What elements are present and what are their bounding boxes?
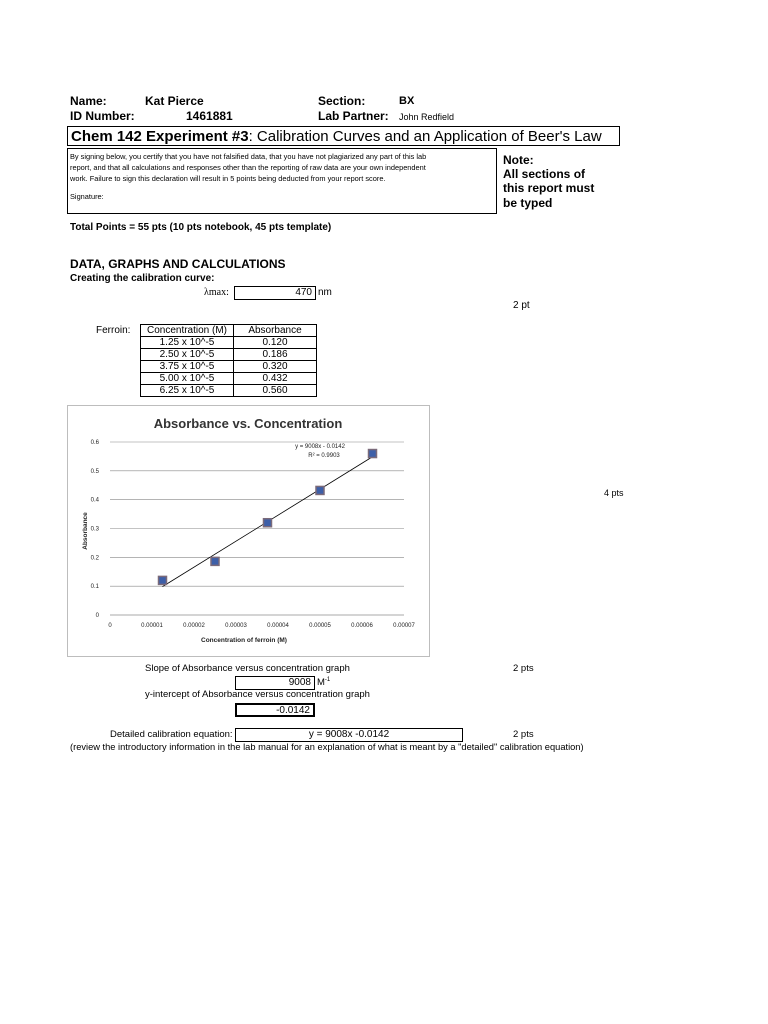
x-tick-label: 0.00001 [141, 623, 163, 629]
title-box [67, 126, 620, 146]
id-label: ID Number: [70, 109, 135, 123]
declaration-line-1: By signing below, you certify that you have not falsified data, that you have not plagiarized any part of this lab [70, 152, 427, 161]
x-tick-label: 0.00005 [309, 623, 331, 629]
y-axis-label: Absorbance [82, 512, 89, 550]
concentration-cell[interactable]: 2.50 x 10^-5 [141, 349, 234, 361]
note-line-4: be typed [503, 196, 553, 210]
absorbance-cell[interactable]: 0.560 [234, 385, 317, 397]
y-tick-label: 0.3 [90, 526, 99, 533]
x-tick-label: 0.00007 [393, 623, 415, 629]
equation-points: 2 pts [513, 729, 534, 740]
slope-label: Slope of Absorbance versus concentration graph [145, 663, 350, 674]
absorbance-cell[interactable]: 0.120 [234, 337, 317, 349]
data-point [369, 450, 377, 458]
section-heading: DATA, GRAPHS AND CALCULATIONS [70, 257, 286, 271]
slope-unit: $M^{-1}$ [317, 677, 331, 689]
concentration-cell[interactable]: 5.00 x 10^-5 [141, 373, 234, 385]
signature-label: Signature: [70, 192, 104, 201]
x-tick-label: 0.00002 [183, 623, 205, 629]
absorbance-cell[interactable]: 0.320 [234, 361, 317, 373]
slope-points: 2 pts [513, 663, 534, 674]
ferroin-data-table [140, 324, 317, 397]
lab-partner-label: Lab Partner: [318, 109, 389, 123]
table-header-row [141, 325, 317, 337]
note-line-2: All sections of [503, 167, 586, 181]
table-row [141, 337, 317, 349]
lambda-max-label: λmax: [204, 287, 229, 298]
equation-field[interactable]: y = 9008x -0.0142 [235, 728, 463, 742]
data-point [159, 576, 167, 584]
chart-title: Absorbance vs. Concentration [153, 416, 343, 431]
data-points [159, 450, 377, 585]
y-tick-label: 0.2 [90, 555, 99, 562]
lambda-points: 2 pt [513, 300, 530, 311]
absorbance-cell[interactable]: 0.186 [234, 349, 317, 361]
x-tick-label: 0.00003 [225, 623, 247, 629]
note-line-1: Note: [503, 153, 534, 167]
chart-container[interactable] [67, 405, 430, 657]
note-line-3: this report must [503, 181, 595, 195]
data-point [211, 557, 219, 565]
name-label: Name: [70, 94, 107, 108]
absorbance-cell[interactable]: 0.432 [234, 373, 317, 385]
concentration-cell[interactable]: 6.25 x 10^-5 [141, 385, 234, 397]
declaration-line-3: work. Failure to sign this declaration will result in 5 points being deducted from your report score. [70, 174, 386, 183]
id-value: 1461881 [186, 109, 233, 123]
y-tick-label: 0 [95, 613, 99, 619]
y-tick-label: 0.6 [90, 440, 99, 446]
trendline-equation: y = 9008x - 0.0142 [295, 444, 345, 450]
subheading: Creating the calibration curve: [70, 273, 215, 284]
declaration-line-2: report, and that all calculations and responses other than the reporting of raw data are your own independent [70, 163, 426, 172]
section-value: BX [399, 95, 415, 107]
equation-note: (review the introductory information in the lab manual for an explanation of what is meant by a "detailed" calibration equation) [70, 742, 584, 752]
table-row [141, 349, 317, 361]
r-squared-label: R² = 0.9903 [308, 453, 340, 459]
intercept-field[interactable]: -0.0142 [235, 703, 315, 717]
slope-field[interactable]: 9008 [235, 676, 315, 690]
data-point [316, 486, 324, 494]
section-label: Section: [318, 94, 366, 108]
table-row [141, 361, 317, 373]
x-tick-label: 0 [108, 623, 112, 629]
declaration-box [67, 148, 497, 214]
equation-label: Detailed calibration equation: [110, 729, 233, 740]
lambda-unit: nm [318, 287, 332, 298]
table-row [141, 385, 317, 397]
y-tick-label: 0.5 [90, 468, 99, 475]
table-row [141, 373, 317, 385]
x-tick-label: 0.00006 [351, 623, 373, 629]
column-header-absorbance: Absorbance [234, 325, 317, 337]
data-point [264, 519, 272, 527]
chart-points: 4 pts [604, 488, 624, 498]
x-tick-label: 0.00004 [267, 623, 289, 629]
lab-partner-value: John Redfield [399, 112, 455, 122]
x-axis-label: Concentration of ferroin (M) [201, 637, 287, 644]
x-tick-labels [108, 623, 415, 629]
lambda-max-field[interactable]: 470 [234, 286, 316, 300]
total-points: Total Points = 55 pts (10 pts notebook, 45 pts template) [70, 222, 332, 233]
y-tick-label: 0.4 [90, 497, 99, 504]
intercept-label: y-intercept of Absorbance versus concentration graph [145, 689, 370, 700]
page-title: Chem 142 Experiment #3: Calibration Curves and an Application of Beer's Law [71, 128, 602, 145]
name-value: Kat Pierce [145, 94, 204, 108]
y-tick-label: 0.1 [90, 584, 99, 591]
ferroin-label: Ferroin: [96, 325, 131, 336]
concentration-cell[interactable]: 1.25 x 10^-5 [141, 337, 234, 349]
absorbance-chart [68, 406, 431, 658]
y-tick-labels [91, 440, 100, 619]
concentration-cell[interactable]: 3.75 x 10^-5 [141, 361, 234, 373]
column-header-concentration: Concentration (M) [141, 325, 234, 337]
